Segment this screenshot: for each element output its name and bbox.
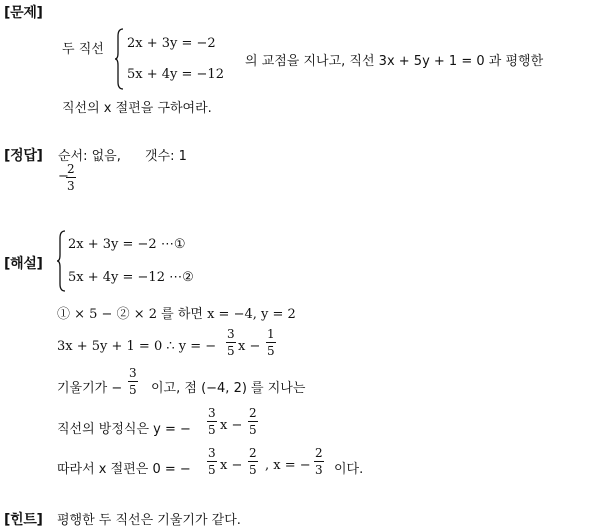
problem-question: 직선의 x 절편을 구하여라.: [62, 101, 212, 116]
solution-brace: [56, 230, 66, 292]
solution-step5-d: 이다.: [334, 462, 364, 477]
step5-fraction-3: [314, 446, 324, 477]
fraction-denominator: 5: [227, 344, 235, 358]
problem-eq2: 5x + 4y = −12: [127, 67, 224, 82]
problem-eq1: 2x + 3y = −2: [127, 36, 216, 51]
fraction-denominator: 3: [315, 463, 323, 477]
fraction-denominator: 5: [249, 423, 257, 437]
problem-condition: 의 교점을 지나고, 직선 3x + 5y + 1 = 0 과 평행한: [245, 54, 544, 69]
fraction-denominator: 5: [129, 383, 137, 397]
answer-fraction: [66, 162, 76, 193]
fraction-numerator: 3: [227, 327, 235, 341]
fraction-denominator: 5: [267, 344, 275, 358]
solution-step3-a: 기울기가 −: [57, 381, 123, 396]
fraction-denominator: 5: [208, 463, 216, 477]
fraction-numerator: 3: [208, 406, 216, 420]
solution-step5-c: , x = −: [265, 458, 311, 473]
answer-label: [정답]: [4, 148, 43, 164]
step2-fraction-1: [226, 327, 236, 358]
step4-fraction-2: [248, 406, 258, 437]
fraction-numerator: 3: [208, 446, 216, 460]
answer-sign: −: [58, 169, 69, 184]
fraction-denominator: 5: [208, 423, 216, 437]
solution-step2-b: x −: [238, 339, 261, 354]
step3-fraction: [128, 366, 138, 397]
solution-step5-a: 따라서 x 절편은 0 = −: [57, 462, 191, 477]
answer-denominator: 3: [67, 179, 75, 193]
answer-count: 갯수: 1: [145, 149, 187, 164]
solution-step4-b: x −: [220, 418, 243, 433]
step2-fraction-2: [266, 327, 276, 358]
fraction-denominator: 5: [249, 463, 257, 477]
hint-label: [힌트]: [4, 512, 43, 528]
solution-step3-b: 이고, 점 (−4, 2) 를 지나는: [151, 381, 306, 396]
solution-step2-a: 3x + 5y + 1 = 0 ∴ y = −: [57, 339, 217, 354]
solution-step5-b: x −: [220, 458, 243, 473]
fraction-numerator: 3: [129, 366, 137, 380]
fraction-numerator: 1: [267, 327, 275, 341]
solution-step1: ① × 5 − ② × 2 를 하면 x = −4, y = 2: [57, 307, 296, 322]
step4-fraction-1: [207, 406, 217, 437]
solution-eq2: 5x + 4y = −12 ⋯②: [68, 270, 194, 285]
solution-eq1: 2x + 3y = −2 ⋯①: [68, 237, 186, 252]
fraction-numerator: 2: [249, 406, 257, 420]
fraction-numerator: 2: [249, 446, 257, 460]
hint-text: 평행한 두 직선은 기울기가 같다.: [57, 513, 241, 528]
problem-lead: 두 직선: [62, 42, 104, 57]
step5-fraction-1: [207, 446, 217, 477]
solution-step4-a: 직선의 방정식은 y = −: [57, 422, 191, 437]
fraction-numerator: 2: [315, 446, 323, 460]
system-brace: [114, 28, 124, 90]
solution-label: [해설]: [4, 256, 43, 272]
answer-order: 순서: 없음,: [58, 149, 121, 164]
problem-label: [문제]: [4, 5, 43, 21]
step5-fraction-2: [248, 446, 258, 477]
answer-numerator: 2: [67, 162, 75, 176]
